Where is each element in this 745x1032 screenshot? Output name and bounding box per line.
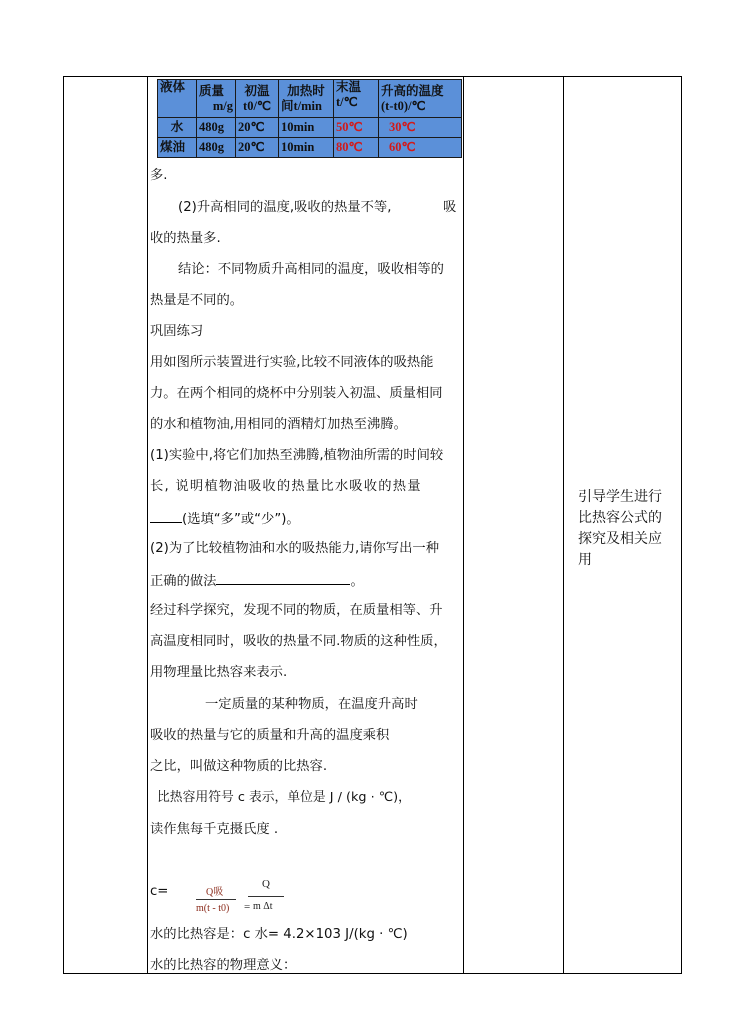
text-line: 高温度相同时，吸收的热量不同.物质的这种性质， [150,634,447,649]
question-text: 正确的做法 [150,574,217,589]
text-line: 用物理量比热容来表示. [150,665,288,680]
question-line [150,510,300,528]
conclusion-line: 热量是不同的。 [150,293,244,308]
question-line: 长, 说明植物油吸收的热量比水吸收的热量 [150,479,422,494]
table-cell: 煤油 [158,138,197,158]
header-unit: m/g [212,98,233,113]
text-line: 吸 [443,200,457,215]
question-text: (选填“多”或“少”)。 [182,512,300,527]
question-line: (2)为了比较植物油和水的吸热能力,请你写出一种 [150,541,439,556]
header-unit: t/℃ [336,95,358,109]
text-line: 水的比热容是：c 水= 4.2×103 J/(kg · ℃) [150,927,408,942]
text-line: 比热容用符号 c 表示，单位是 J / (kg · ℃)， [157,790,411,805]
table-cell: 80℃ [334,138,379,158]
fraction-bar [196,899,236,900]
header-cell [279,80,334,118]
table-row [158,118,462,138]
header-cell [334,80,379,118]
column-divider-1 [147,76,148,974]
table-cell: 30℃ [379,118,462,138]
column-divider-2 [463,76,464,974]
formula-label: c= [150,884,169,899]
formula-denominator: m(t - t0) [196,903,230,914]
header-unit: (t-t0)/℃ [381,98,426,113]
table-cell: 50℃ [334,118,379,138]
header-cell [379,80,462,118]
column-divider-3 [563,76,564,974]
table-cell: 60℃ [379,138,462,158]
formula-equals: = [244,901,251,913]
header-cell [158,80,197,118]
header-text: 末温 [336,80,362,94]
header-text: 液体 [160,80,186,94]
table-cell: 20℃ [236,118,279,138]
table-cell: 10min [279,138,334,158]
header-cell [197,80,236,118]
question-line [150,572,364,590]
header-text: 加热时 [287,83,325,98]
header-unit: t0/℃ [243,98,271,113]
header-unit: 间t/min [281,98,322,113]
formula-numerator: Q吸 [206,887,224,898]
text-line: (2)升高相同的温度,吸收的热量不等, [178,200,392,215]
teaching-note: 引导学生进行比热容公式的探究及相关应用 [578,489,662,568]
section-heading: 巩固练习 [150,324,204,339]
formula-numerator: Q [262,878,270,890]
definition-line: 之比，叫做这种物质的比热容. [150,759,328,774]
experiment-data-table [157,79,462,158]
table-cell: 水 [158,118,197,138]
conclusion-line: 结论：不同物质升高相同的温度，吸收相等的 [178,262,444,277]
question-line: (1)实验中,将它们加热至沸腾,植物油所需的时间较 [150,448,444,463]
fraction-bar [248,896,284,897]
header-text: 升高的温度 [381,83,444,98]
table-header-row [158,80,462,118]
table-cell: 20℃ [236,138,279,158]
header-cell [236,80,279,118]
definition-line: 吸收的热量与它的质量和升高的温度乘积 [150,728,390,743]
text-line: 用如图所示装置进行实验,比较不同液体的吸热能 [150,355,434,370]
definition-line: 一定质量的某种物质，在温度升高时 [205,697,418,712]
text-line: 多. [150,168,168,183]
header-text: 初温 [244,83,270,98]
table-cell: 10min [279,118,334,138]
question-text: 。 [350,574,364,589]
text-line: 力。在两个相同的烧杯中分别装入初温、质量相同 [150,386,443,401]
text-line: 的水和植物油,用相同的酒精灯加热至沸腾。 [150,417,407,432]
table-cell: 480g [197,118,236,138]
text-line: 水的比热容的物理意义： [150,958,297,973]
formula-denominator: m Δt [253,901,273,912]
text-line: 读作焦每千克摄氏度 . [150,822,279,837]
text-line: 经过科学探究，发现不同的物质，在质量相等、升 [150,603,443,618]
header-text: 质量 [199,83,225,98]
table-row [158,138,462,158]
text-line: 收的热量多. [150,231,221,246]
answer-blank[interactable] [216,572,350,585]
answer-blank[interactable] [150,510,182,523]
table-cell: 480g [197,138,236,158]
